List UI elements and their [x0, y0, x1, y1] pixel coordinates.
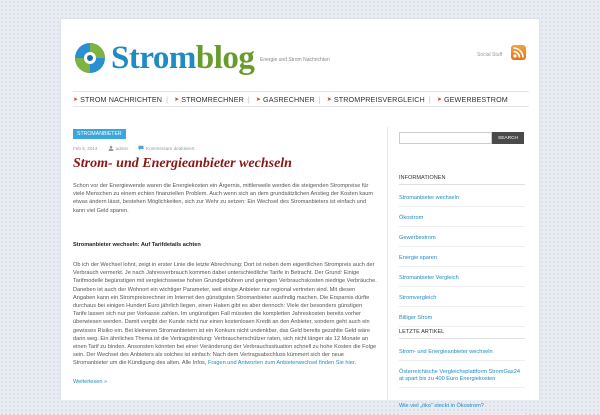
- sidebar-link-gewerbestrom[interactable]: Gewerbestrom: [399, 235, 525, 247]
- user-icon: [108, 145, 114, 151]
- post-title[interactable]: Strom- und Energieanbieter wechseln: [73, 156, 292, 171]
- search-button[interactable]: SEARCH: [492, 132, 524, 144]
- social-label: Social Stuff: [477, 52, 503, 58]
- nav-item-gewerbestrom[interactable]: [437, 95, 508, 104]
- chevron-right-icon: ➤: [255, 96, 262, 103]
- logo-icon[interactable]: [73, 41, 107, 75]
- sidebar-link-stromanbieter-wechseln[interactable]: Stromanbieter wechseln: [399, 195, 525, 207]
- site-name[interactable]: [111, 39, 254, 77]
- nav-separator: |: [318, 94, 321, 104]
- main-nav: [73, 91, 529, 107]
- page-container: [60, 18, 540, 409]
- widget-title-informationen: INFORMATIONEN: [399, 175, 525, 185]
- site-name-part1: Strom: [111, 40, 196, 76]
- nav-item-label: STROMRECHNER: [181, 94, 244, 104]
- nav-item-label: GASRECHNER: [263, 94, 315, 104]
- sidebar-link-energie-sparen[interactable]: Energie sparen: [399, 255, 525, 267]
- nav-separator: |: [247, 94, 250, 104]
- widget-title-letzte-artikel: LETZTE ARTIKEL: [399, 329, 525, 339]
- nav-item-stromrechner[interactable]: [174, 95, 250, 104]
- chevron-right-icon: ➤: [436, 96, 442, 103]
- nav-item-label: STROMPREISVERGLEICH: [333, 94, 425, 104]
- recent-post-link[interactable]: Wie viel „öko“ steckt in Ökostrom?: [399, 403, 525, 415]
- comment-icon: [138, 145, 144, 151]
- post-subheading: Stromanbieter wechseln: Auf Tarifdetails achten: [73, 242, 201, 248]
- recent-post-link[interactable]: Strom- und Energieanbieter wechseln: [399, 349, 525, 361]
- chevron-right-icon: ➤: [174, 96, 180, 103]
- site-name-part2: blog: [195, 40, 255, 76]
- read-more-link[interactable]: Weiterlesen »: [73, 379, 108, 385]
- nav-item-strompreisvergleich[interactable]: [327, 95, 431, 104]
- faq-link[interactable]: Fragen und Antworten zum Anbieterwechsel finden Sie hier: [207, 360, 355, 367]
- nav-separator: |: [428, 94, 431, 104]
- chevron-right-icon: ➤: [326, 96, 332, 103]
- nav-item-gasrechner[interactable]: [256, 95, 321, 104]
- rss-icon[interactable]: [511, 45, 526, 60]
- post-date: Feb 6, 2014: [73, 145, 98, 151]
- post-paragraph-1: Schon vor der Energiewende waren die Energiekosten ein Ärgernis, mittlerweile werden die steigenden Strompreise für viele Menschen zu einem echten finanziellen Problem. Auch wenn sich an dem grundsätzlichen Anstieg der Kosten kaum etwas ändern lässt, bestehen Möglichkeiten, sich zur Wehr zu setzen: Ein Wechsel des Stromanbieters ist einfach und kann viel Geld sparen.: [73, 183, 374, 214]
- sidebar-link-stromvergleich[interactable]: Stromvergleich: [399, 295, 525, 307]
- post-meta: [73, 145, 195, 151]
- post-paragraph-2: [73, 261, 377, 368]
- site-header: [61, 19, 541, 87]
- sidebar-link-stromanbieter-vergleich[interactable]: Stromanbieter Vergleich: [399, 275, 525, 287]
- sidebar-link-oekostrom[interactable]: Ökostrom: [399, 215, 525, 227]
- search-input[interactable]: [399, 132, 492, 144]
- post-paragraph-2-end: .: [354, 360, 356, 367]
- post-paragraph-2-text: Ob ich der Wechsel lohnt, zeigt in erster Linie die letzte Abrechnung: Dort ist neben dem eigentlichen Strompreis auch der Verbrauch vermerkt. Je nach Jahresverbrauch kommen dabei unterschiedliche Tarife in Betracht. Der Grund: Einige Tarifmodelle begünstigen mit vergleichsweise hohen Grundgebühren und geringen Verbrauchskosten niedrige Verbräuche. Daneben ist auch der Wohnort ein wichtiger Parameter, weil einige Anbieter nur regional vertreten sind. Mit diesen Angaben kann ein Strompreisrechner im Internet den günstigsten Stromanbieter ausfindig machen. Die Ersparnis dürfte durchaus bei einigen Hundert Euro jährlich liegen, einen Haken gibt es aber dennoch: Viele der besonders günstigen Tarife lassen sich nur per Vorkasse zahlen. Im ungünstigen Fall müssten die kompletten Jahreskosten bereits vorher überwiesen werden. Damit vergibt der Kunde nicht nur einen kostenlosen Kredit an den Anbieter, sondern geht auch ein gewisses Risiko ein. Bei kleineren Stromanbietern ist ein Konkurs nicht undenkbar, das Geld bereits gezahlte Geld wäre dann weg. Ein ähnliches Thema ist die Vertragsbindung: Verbraucherschützer raten, sich nicht länger als 12 Monate an einen Tarif zu binden. Ansonsten könnten bei einer Veränderung der Verbrauchssituation schnell zu hohe Kosten die Folge sein. Der Wechsel des Anbieters als solches ist einfach: Nach dem Vertragsabschluss kümmert sich der neue Stromanbieter um die Kündigung des alten. Alle Infos,: [73, 262, 377, 367]
- nav-item-label: GEWERBESTROM: [443, 94, 508, 104]
- site-tagline: Energie und Strom Nachrichten: [260, 57, 330, 63]
- category-badge[interactable]: STROMANBIETER: [73, 129, 126, 139]
- column-divider: [387, 127, 388, 401]
- recent-post-link[interactable]: Österreichische Vergleichsplattform StromGas24 at spart bis zu 400 Euro Energiekosten: [399, 369, 525, 388]
- nav-item-label: STROM NACHRICHTEN: [80, 94, 163, 104]
- sidebar-link-billiger-strom[interactable]: Billiger Strom: [399, 315, 525, 327]
- chevron-right-icon: ➤: [73, 96, 79, 103]
- nav-item-strom-nachrichten[interactable]: [73, 95, 168, 104]
- post-author[interactable]: admin: [115, 145, 129, 151]
- post-comments: Kommentare deaktiviert: [146, 145, 195, 151]
- nav-separator: |: [166, 94, 169, 104]
